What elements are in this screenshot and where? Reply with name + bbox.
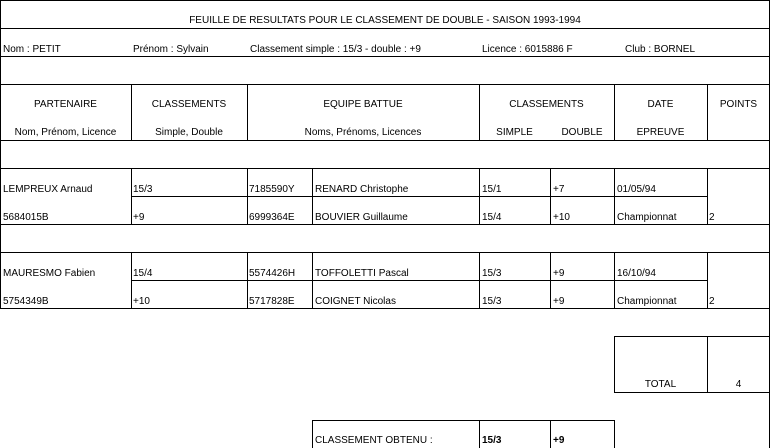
partner-name: LEMPREUX Arnaud bbox=[3, 184, 93, 195]
total-label: TOTAL bbox=[644, 379, 677, 390]
opponent-simple: 15/3 bbox=[482, 268, 502, 279]
partner-simple: 15/4 bbox=[133, 268, 153, 279]
sheet-title: FEUILLE DE RESULTATS POUR LE CLASSEMENT DE DOUBLE - SAISON 1993-1994 bbox=[189, 15, 581, 26]
header-classements: CLASSEMENTS bbox=[151, 99, 227, 110]
opponent-name: TOFFOLETTI Pascal bbox=[315, 268, 409, 279]
opponent-simple: 15/3 bbox=[482, 296, 502, 307]
partner-double: +10 bbox=[133, 296, 150, 307]
player-classement: Classement simple : 15/3 - double : +9 bbox=[250, 44, 421, 55]
partner-licence: 5684015B bbox=[3, 212, 49, 223]
match-date: 16/10/94 bbox=[617, 268, 656, 279]
opponent-double: +7 bbox=[553, 184, 565, 195]
partner-double: +9 bbox=[133, 212, 145, 223]
header-equipe-battue: EQUIPE BATTUE bbox=[323, 99, 403, 110]
opponent-double: +9 bbox=[553, 296, 565, 307]
match-epreuve: Championnat bbox=[617, 212, 677, 223]
header-epreuve: EPREUVE bbox=[636, 127, 685, 138]
opponent-name: COIGNET Nicolas bbox=[315, 296, 396, 307]
match-epreuve: Championnat bbox=[617, 296, 677, 307]
player-nom: Nom : PETIT bbox=[3, 44, 61, 55]
player-licence: Licence : 6015886 F bbox=[482, 44, 573, 55]
match-points: 2 bbox=[709, 212, 715, 223]
header-classements-2: CLASSEMENTS bbox=[509, 99, 584, 110]
result-simple: 15/3 bbox=[482, 435, 502, 446]
match-points: 2 bbox=[709, 296, 715, 307]
opponent-simple: 15/1 bbox=[482, 184, 502, 195]
result-double: +9 bbox=[553, 435, 565, 446]
total-value: 4 bbox=[735, 379, 742, 390]
player-prenom: Prénom : Sylvain bbox=[133, 44, 209, 55]
opponent-simple: 15/4 bbox=[482, 212, 502, 223]
opponent-double: +9 bbox=[553, 268, 565, 279]
opponent-name: BOUVIER Guillaume bbox=[315, 212, 408, 223]
partner-name: MAURESMO Fabien bbox=[3, 268, 96, 279]
player-club: Club : BORNEL bbox=[625, 44, 696, 55]
header-double: DOUBLE bbox=[561, 127, 603, 138]
result-label: CLASSEMENT OBTENU : bbox=[315, 435, 433, 446]
opponent-licence: 5574426H bbox=[249, 268, 296, 279]
header-partenaire: PARTENAIRE bbox=[34, 99, 97, 110]
match-date: 01/05/94 bbox=[617, 184, 656, 195]
opponent-licence: 6999364E bbox=[249, 212, 295, 223]
header-points: POINTS bbox=[719, 99, 758, 110]
partner-simple: 15/3 bbox=[133, 184, 153, 195]
header-simple: SIMPLE bbox=[496, 127, 533, 138]
header-classements-sub: Simple, Double bbox=[155, 127, 223, 138]
header-date: DATE bbox=[647, 99, 674, 110]
header-equipe-sub: Noms, Prénoms, Licences bbox=[304, 127, 422, 138]
opponent-licence: 5717828E bbox=[249, 296, 295, 307]
partner-licence: 5754349B bbox=[3, 296, 49, 307]
opponent-name: RENARD Christophe bbox=[315, 184, 409, 195]
opponent-licence: 7185590Y bbox=[249, 184, 295, 195]
header-partenaire-sub: Nom, Prénom, Licence bbox=[14, 127, 117, 138]
opponent-double: +10 bbox=[553, 212, 570, 223]
